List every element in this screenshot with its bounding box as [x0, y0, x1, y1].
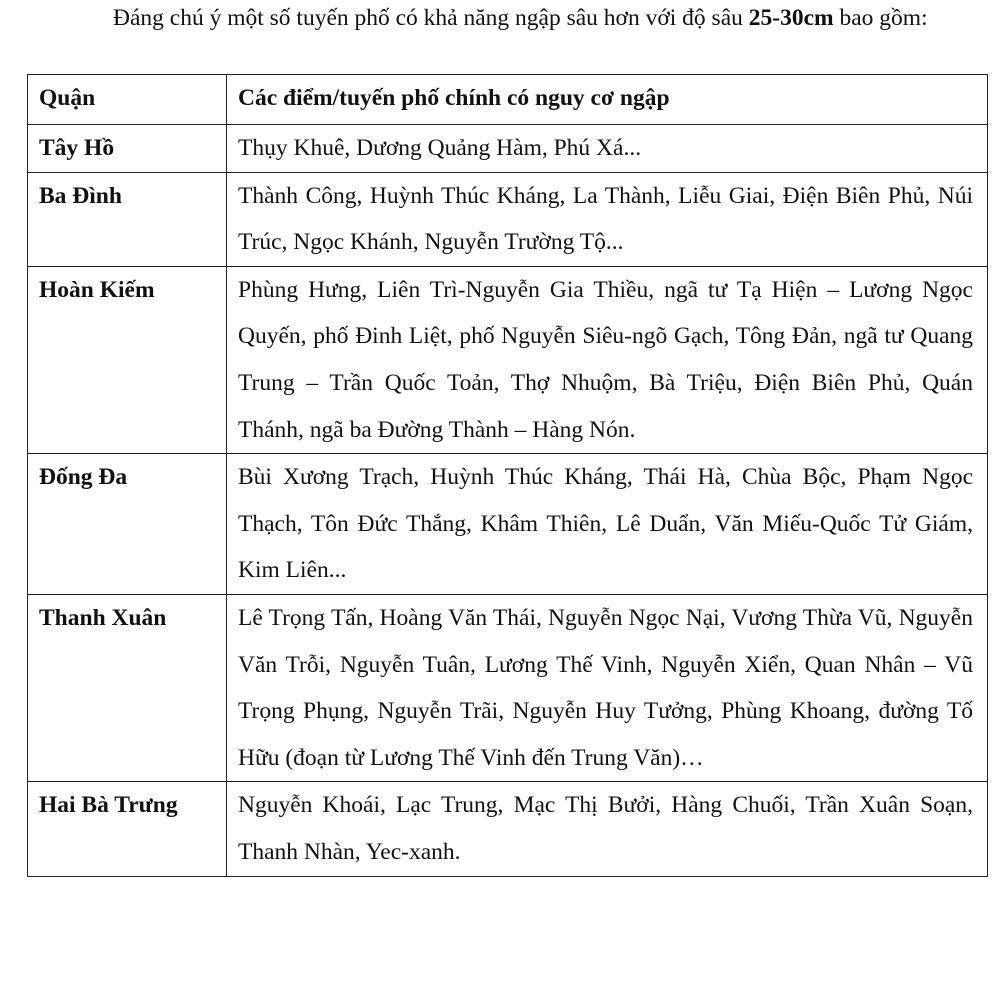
table-row [28, 454, 988, 595]
table-row [28, 172, 988, 266]
intro-text-before: Đáng chú ý một số tuyến phố có khả năng ngập sâu hơn với độ sâu [113, 5, 749, 31]
header-streets: Các điểm/tuyến phố chính có nguy cơ ngập [227, 75, 988, 125]
district-cell: Đống Đa [28, 454, 227, 595]
district-cell: Tây Hồ [28, 125, 227, 173]
table-row [28, 782, 988, 876]
streets-cell: Bùi Xương Trạch, Huỳnh Thúc Kháng, Thái Hà, Chùa Bộc, Phạm Ngọc Thạch, Tôn Đức Thắng, Khâm Thiên, Lê Duẩn, Văn Miếu-Quốc Tử Giám, Kim Liên... [227, 454, 988, 595]
table-row [28, 125, 988, 173]
district-cell: Thanh Xuân [28, 594, 227, 781]
district-cell: Hai Bà Trưng [28, 782, 227, 876]
streets-cell: Lê Trọng Tấn, Hoàng Văn Thái, Nguyễn Ngọc Nại, Vương Thừa Vũ, Nguyễn Văn Trỗi, Nguyễn Tuân, Lương Thế Vinh, Nguyễn Xiển, Quan Nhân – Vũ Trọng Phụng, Nguyễn Trãi, Nguyễn Huy Tưởng, Phùng Khoang, đường Tố Hữu (đoạn từ Lương Thế Vinh đến Trung Văn)… [227, 594, 988, 781]
flood-risk-table [27, 74, 988, 877]
table-row [28, 266, 988, 453]
district-cell: Ba Đình [28, 172, 227, 266]
district-cell: Hoàn Kiếm [28, 266, 227, 453]
intro-text-after: bao gồm: [833, 5, 928, 31]
flood-depth-value: 25-30cm [748, 5, 834, 31]
streets-cell: Thành Công, Huỳnh Thúc Kháng, La Thành, Liễu Giai, Điện Biên Phủ, Núi Trúc, Ngọc Khánh, Nguyễn Trường Tộ... [227, 172, 988, 266]
streets-cell: Nguyễn Khoái, Lạc Trung, Mạc Thị Bưởi, Hàng Chuối, Trần Xuân Soạn, Thanh Nhàn, Yec-xanh. [227, 782, 988, 876]
streets-cell: Thụy Khuê, Dương Quảng Hàm, Phú Xá... [227, 125, 988, 173]
intro-paragraph [37, 2, 992, 35]
table-row [28, 594, 988, 781]
streets-cell: Phùng Hưng, Liên Trì-Nguyễn Gia Thiều, ngã tư Tạ Hiện – Lương Ngọc Quyến, phố Đinh Liệt, phố Nguyễn Siêu-ngõ Gạch, Tông Đản, ngã tư Quang Trung – Trần Quốc Toản, Thợ Nhuộm, Bà Triệu, Điện Biên Phủ, Quán Thánh, ngã ba Đường Thành – Hàng Nón. [227, 266, 988, 453]
header-district: Quận [28, 75, 227, 125]
table-header-row [28, 75, 988, 125]
